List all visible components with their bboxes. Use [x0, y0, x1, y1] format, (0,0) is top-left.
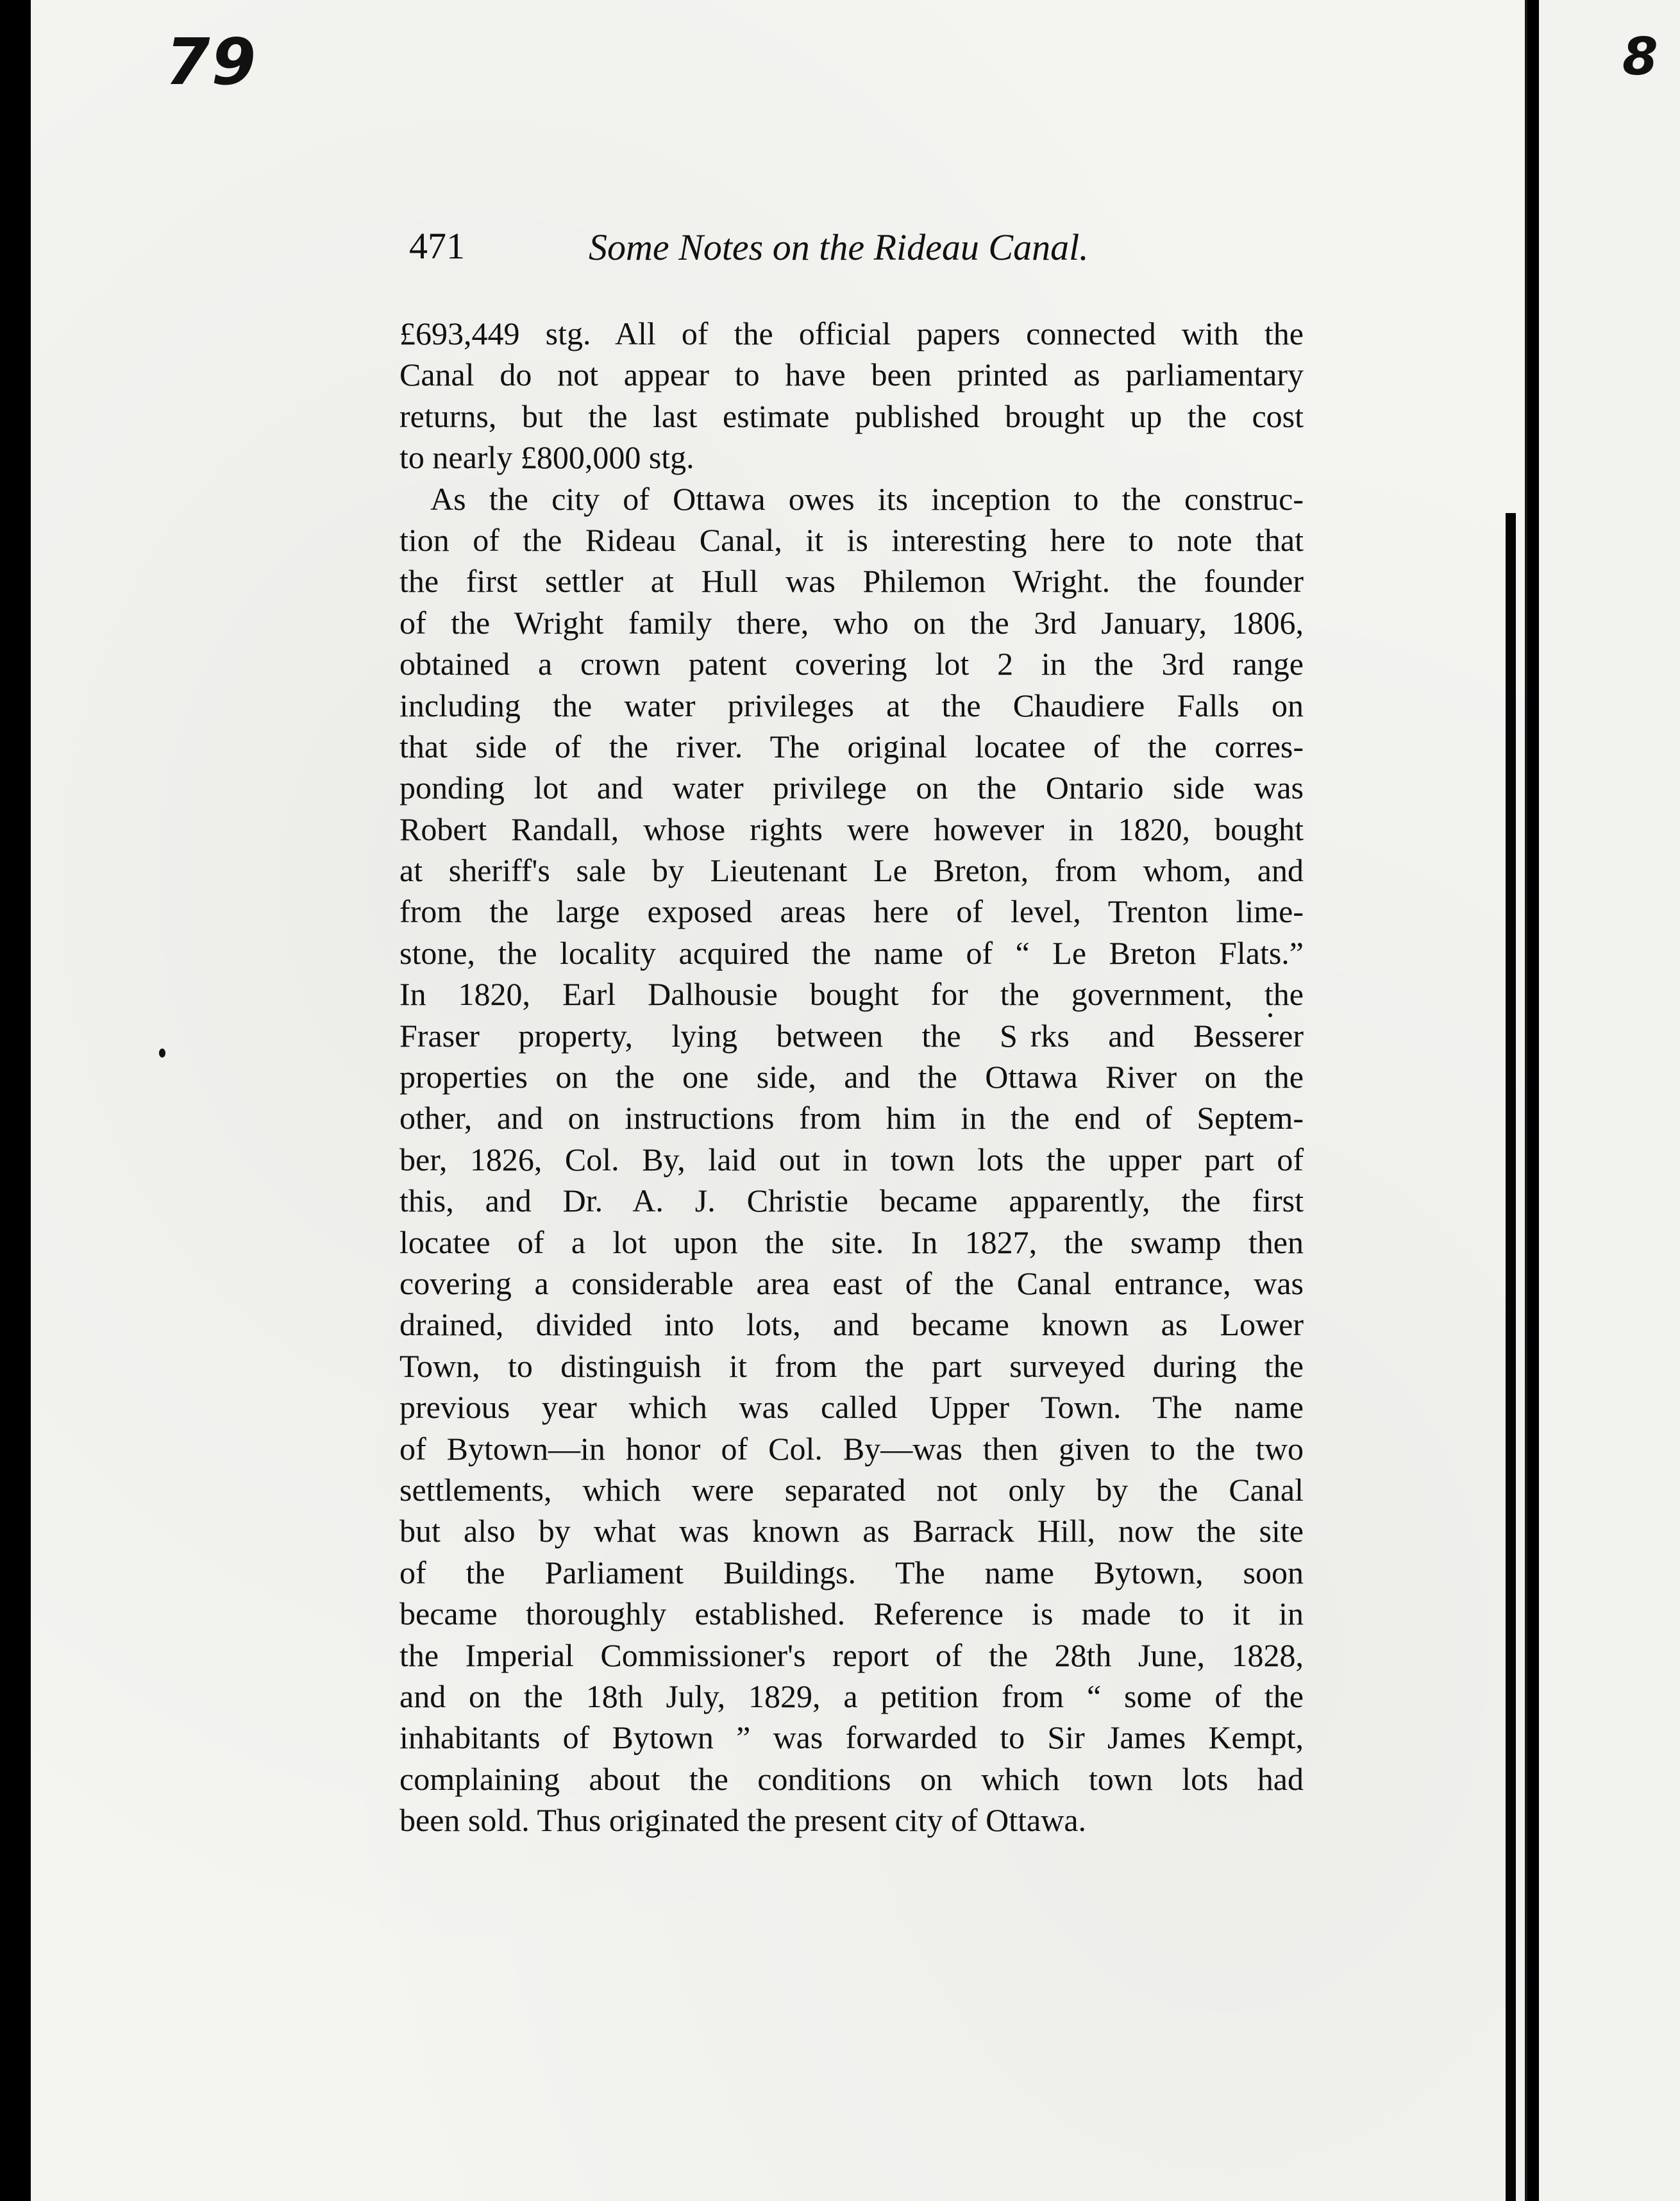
text-line: that side of the river. The original locatee of the corres- [399, 728, 1304, 764]
handwritten-folio-number-next: 8 [1622, 27, 1658, 87]
page-header [409, 224, 1339, 282]
text-line: returns, but the last estimate published brought up the cost [399, 398, 1304, 434]
text-line: became thoroughly established. Reference is made to it in [399, 1596, 1304, 1632]
text-line: the first settler at Hull was Philemon Wright. the founder [399, 563, 1304, 600]
adjacent-page [1539, 0, 1680, 2201]
ink-speck [1268, 1013, 1272, 1017]
text-line: of the Wright family there, who on the 3rd January, 1806, [399, 604, 1304, 641]
text-line: this, and Dr. A. J. Christie became apparently, the first [399, 1183, 1304, 1219]
text-line: the Imperial Commissioner's report of the 28th June, 1828, [399, 1637, 1304, 1673]
scanned-page [31, 0, 1525, 2201]
page-number: 471 [409, 225, 465, 267]
text-line: stone, the locality acquired the name of “ Le Breton Flats.” [399, 934, 1304, 971]
text-line: Fraser property, lying between the S rks and Besserer [399, 1017, 1304, 1054]
text-line: obtained a crown patent covering lot 2 in the 3rd range [399, 646, 1304, 682]
text-line: covering a considerable area east of the Canal entrance, was [399, 1265, 1304, 1301]
text-line: previous year which was called Upper Town. The name [399, 1389, 1304, 1426]
text-line: As the city of Ottawa owes its inception to the construc- [430, 480, 1304, 517]
text-line: from the large exposed areas here of level, Trenton lime- [399, 893, 1304, 930]
text-line: settlements, which were separated not only by the Canal [399, 1471, 1304, 1508]
text-line: Canal do not appear to have been printed as parliamentary [399, 357, 1304, 393]
text-line: locatee of a lot upon the site. In 1827, the swamp then [399, 1224, 1304, 1260]
text-line: and on the 18th July, 1829, a petition from “ some of the [399, 1678, 1304, 1714]
text-line: but also by what was known as Barrack Hill, now the site [399, 1513, 1304, 1549]
text-line: ber, 1826, Col. By, laid out in town lots the upper part of [399, 1141, 1304, 1177]
running-title: Some Notes on the Rideau Canal. [589, 226, 1089, 268]
text-line: been sold. Thus originated the present city of Ottawa. [399, 1802, 1087, 1839]
text-line: In 1820, Earl Dalhousie bought for the government, the [399, 976, 1304, 1013]
text-line: other, and on instructions from him in the end of Septem- [399, 1100, 1304, 1136]
text-line: inhabitants of Bytown ” was forwarded to Sir James Kempt, [399, 1719, 1304, 1756]
text-line: including the water privileges at the Chaudiere Falls on [399, 687, 1304, 723]
text-line: of the Parliament Buildings. The name Bytown, soon [399, 1554, 1304, 1590]
handwritten-folio-number: 79 [165, 24, 258, 99]
text-line: £693,449 stg. All of the official papers connected with the [399, 316, 1304, 351]
text-line: ponding lot and water privilege on the Ontario side was [399, 770, 1304, 806]
text-line: tion of the Rideau Canal, it is interesting here to note that [399, 521, 1304, 558]
text-line: Town, to distinguish it from the part surveyed during the [399, 1347, 1304, 1384]
text-line: properties on the one side, and the Ottawa River on the [399, 1059, 1304, 1095]
text-line: complaining about the conditions on which town lots had [399, 1760, 1304, 1797]
text-line: Robert Randall, whose rights were however in 1820, bought [399, 811, 1304, 847]
ink-speck [159, 1049, 165, 1058]
page-spine-edge [1506, 513, 1516, 2201]
text-line: to nearly £800,000 stg. [399, 439, 694, 476]
text-line: drained, divided into lots, and became known as Lower [399, 1306, 1304, 1343]
text-line: of Bytown—in honor of Col. By—was then given to the two [399, 1430, 1304, 1467]
text-line: at sheriff's sale by Lieutenant Le Breton, from whom, and [399, 852, 1304, 889]
body-text [399, 313, 1304, 1841]
